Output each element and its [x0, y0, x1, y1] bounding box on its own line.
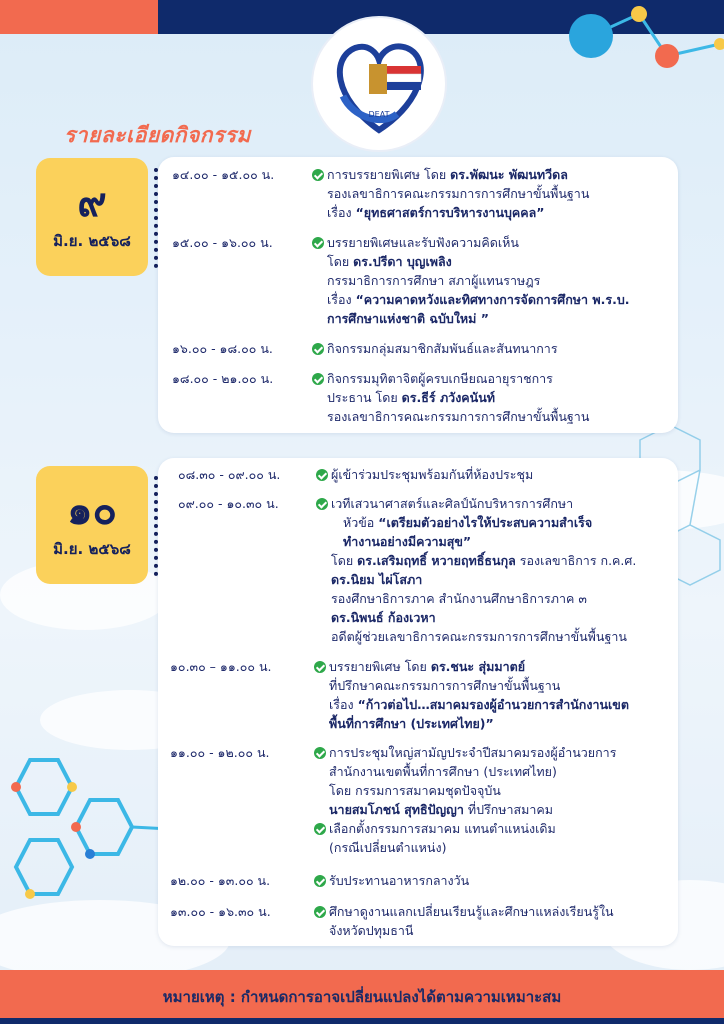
date-day: ๑๐	[67, 487, 117, 534]
molecule-decoration	[555, 0, 724, 110]
check-icon	[314, 875, 326, 887]
check-icon	[314, 747, 326, 759]
check-icon	[314, 823, 326, 835]
association-logo	[313, 18, 445, 150]
check-icon	[312, 373, 324, 385]
schedule-item: ศึกษาดูงานแลกเปลี่ยนเรียนรู้และศึกษาแหล่งเรียนรู้ใน จังหวัดปทุมธานี	[329, 904, 614, 938]
date-box-day2	[36, 466, 148, 584]
check-icon	[312, 237, 324, 249]
schedule-item: บรรยายพิเศษ โดย ดร.ชนะ สุ่มมาตย์ ที่ปรึกษาคณะกรรมการการศึกษาขั้นพื้นฐาน เรื่อง “ก้าวต่อไป…สมาคมรองผู้อำนวยการสำนักงานเขต พื้นที่การศึกษา (ประเทศไทย)”	[329, 659, 629, 731]
time-label: ๑๖.๐๐ - ๑๘.๐๐ น.	[172, 341, 273, 356]
date-month: มิ.ย. ๒๕๖๘	[53, 540, 131, 558]
schedule-item: เวทีเสวนาศาสตร์และศิลป์นักบริหารการศึกษา หัวข้อ “เตรียมตัวอย่างไรให้ประสบความสำเร็จ ทำงานอย่างมีความสุข” โดย ดร.เสริมฤทธิ์ หวายฤทธิ์ธนกุล รองเลขาธิการ ก.ค.ศ. ดร.นิยม ไผ่โสภา รองศึกษาธิการภาค สำนักงานศึกษาธิการภาค ๓ ดร.นิพนธ์ ก้องเวหา อดีตผู้ช่วยเลขาธิการคณะกรรมการการศึกษาขั้นพื้นฐาน	[331, 496, 637, 644]
date-day: ๙	[77, 179, 107, 226]
footer-note: หมายเหตุ : กำหนดการอาจเปลี่ยนแปลงได้ตามความเหมาะสม	[162, 988, 562, 1006]
time-label: ๑๘.๐๐ - ๒๑.๐๐ น.	[172, 371, 274, 386]
footer-strip	[0, 1018, 724, 1024]
schedule-item: บรรยายพิเศษและรับฟังความคิดเห็น โดย ดร.ปรีดา บุญเพลิง กรรมาธิการการศึกษา สภาผู้แทนราษฎร เรื่อง “ความคาดหวังและทิศทางการจัดการศึกษา พ.ร.บ. การศึกษาแห่งชาติ ฉบับใหม่ ”	[327, 235, 630, 326]
check-icon	[314, 661, 326, 673]
schedule-item: ผู้เข้าร่วมประชุมพร้อมกันที่ห้องประชุม	[331, 467, 534, 482]
top-accent-bar	[0, 0, 158, 34]
check-icon	[312, 169, 324, 181]
time-label: ๑๔.๐๐ - ๑๕.๐๐ น.	[172, 167, 275, 182]
check-icon	[316, 498, 328, 510]
time-label: ๑๐.๓๐ – ๑๑.๐๐ น.	[170, 659, 272, 674]
logo-name: DEAT	[368, 110, 390, 119]
schedule-item: รับประทานอาหารกลางวัน	[329, 873, 470, 888]
schedule-item: การประชุมใหญ่สามัญประจำปีสมาคมรองผู้อำนวยการ สำนักงานเขตพื้นที่การศึกษา (ประเทศไทย) โดย กรรมการสมาคมชุดปัจจุบัน นายสมโภชน์ สุทธิปัญญา ที่ปรึกษาสมาคม เลือกตั้งกรรมการสมาคม แทนตำแหน่งเดิม (กรณีเปลี่ยนตำแหน่ง)	[329, 745, 617, 855]
time-label: ๑๒.๐๐ - ๑๓.๐๐ น.	[170, 873, 271, 888]
check-icon	[316, 469, 328, 481]
date-month: มิ.ย. ๒๕๖๘	[53, 232, 131, 250]
time-label: ๑๑.๐๐ - ๑๒.๐๐ น.	[170, 745, 270, 760]
time-label: ๐๙.๐๐ - ๑๐.๓๐ น.	[178, 496, 279, 511]
check-icon	[312, 343, 324, 355]
schedule-item: กิจกรรมกลุ่มสมาชิกสัมพันธ์และสันทนาการ	[327, 341, 558, 356]
date-box-day1	[36, 158, 148, 276]
check-icon	[314, 906, 326, 918]
time-label: ๑๓.๐๐ - ๑๖.๓๐ น.	[170, 904, 271, 919]
schedule-item: กิจกรรมมุทิตาจิตผู้ครบเกษียณอายุราชการ ประธาน โดย ดร.ธีร์ ภวังคนันท์ รองเลขาธิการคณะกรรมการการศึกษาขั้นพื้นฐาน	[327, 371, 590, 424]
time-label: ๐๘.๓๐ - ๐๙.๐๐ น.	[178, 467, 281, 482]
schedule-item: การบรรยายพิเศษ โดย ดร.พัฒนะ พัฒนทวีดล รองเลขาธิการคณะกรรมการการศึกษาขั้นพื้นฐาน เรื่อง “ยุทธศาสตร์การบริหารงานบุคคล”	[327, 167, 590, 220]
page-title: รายละเอียดกิจกรรม	[64, 122, 251, 147]
time-label: ๑๕.๐๐ - ๑๖.๐๐ น.	[172, 235, 273, 250]
